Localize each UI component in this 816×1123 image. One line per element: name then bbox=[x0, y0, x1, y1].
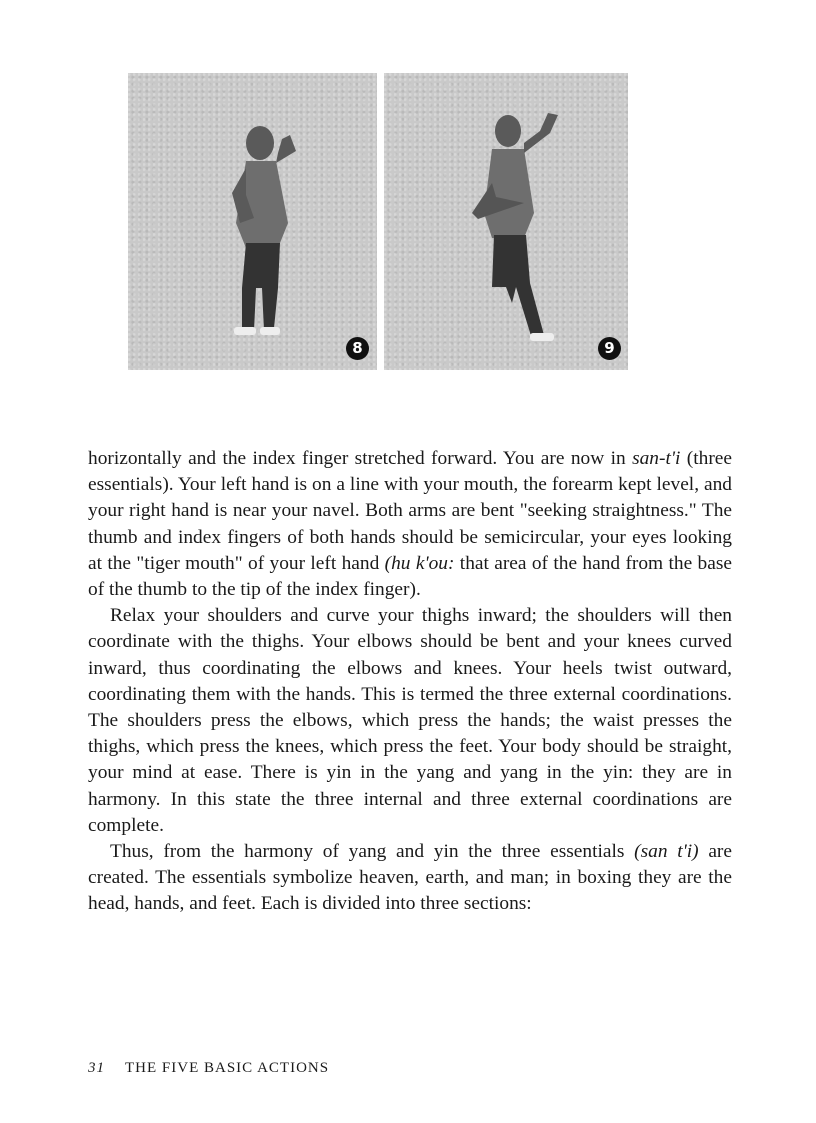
text-run: are created. The essentials symbolize heaven, earth, and man; in boxing they are the head, hands, and feet. Each is divided into three sections: bbox=[88, 841, 732, 915]
paragraph-1 bbox=[88, 446, 732, 603]
figure-pair bbox=[128, 73, 628, 370]
figure-8-silhouette bbox=[128, 73, 377, 370]
photo-figure-9 bbox=[384, 73, 628, 370]
page-number: 31 bbox=[88, 1060, 105, 1076]
figure-9-silhouette bbox=[384, 73, 628, 370]
running-title: THE FIVE BASIC ACTIONS bbox=[125, 1060, 330, 1076]
text-run: that area of the hand from the base of the thumb to the tip of the index finger). bbox=[88, 552, 732, 601]
photo-figure-8 bbox=[128, 73, 377, 370]
paragraph-2: Relax your shoulders and curve your thighs inward; the shoulders will then coordinate with the thighs. Your elbows should be bent and your knees curved inward, thus coordinating the elbows and knees. Your heels twist outward, coordinating them with the hands. This is termed the three external coordinations. The shoulders press the elbows, which press the hands; the waist presses the thighs, which press the knees, which press the feet. Your body should be straight, your mind at ease. There is yin in the yang and yang in the yin: they are in harmony. In this state the three internal and three external coordinations are complete. bbox=[88, 605, 732, 836]
paragraph-3 bbox=[88, 839, 732, 918]
text-run: Thus, from the harmony of yang and yin the three essentials bbox=[110, 841, 635, 863]
page-footer bbox=[88, 1060, 329, 1077]
text-run: (three essentials). Your left hand is on a line with your mouth, the forearm kept level, and your right hand is near your navel. Both arms are bent "seeking straightness." The thumb and index fingers of both hands should be semicircular, your eyes looking at the "tiger mouth" of your left hand bbox=[88, 448, 732, 574]
italic-term: (hu k'ou: bbox=[384, 552, 455, 574]
italic-term: (san t'i) bbox=[634, 841, 699, 863]
text-run: horizontally and the index finger stretched forward. You are now in bbox=[88, 448, 633, 469]
body-text bbox=[88, 446, 732, 918]
italic-term: san-t'i bbox=[632, 448, 681, 469]
figure-number-badge: 8 bbox=[346, 337, 369, 360]
figure-number-badge: 9 bbox=[598, 337, 621, 360]
